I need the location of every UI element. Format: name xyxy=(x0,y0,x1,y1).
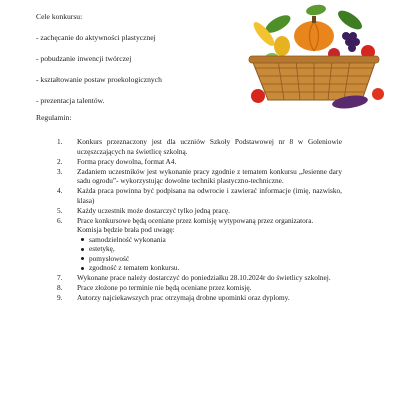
goals-section xyxy=(36,12,236,117)
criteria-item: samodzielność wykonania xyxy=(77,235,342,245)
rule-item xyxy=(57,186,342,205)
pumpkin-stem xyxy=(312,16,316,23)
goal-item: - zachęcanie do aktywności plastycznej xyxy=(36,32,156,42)
rule-text: Prace złożone po terminie nie będą oceniane przez komisję. xyxy=(77,283,252,292)
rule-text: Każdy uczestnik może dostarczyć tylko jedną pracę. xyxy=(77,205,230,215)
rule-item xyxy=(57,283,342,293)
rule-number: 7. xyxy=(57,273,63,282)
rule-text: Autorzy najciekawszych prac otrzymają drobne upominki oraz dyplomy. xyxy=(77,293,290,302)
pepper-icon xyxy=(274,36,290,56)
tomato-icon xyxy=(251,89,265,103)
basket-rim xyxy=(249,56,379,63)
rule-text: Forma pracy dowolna, format A4. xyxy=(77,156,177,166)
goal-item: - prezentacja talentów. xyxy=(36,95,105,105)
rule-number: 2. xyxy=(57,156,63,166)
criteria-list xyxy=(77,235,342,273)
rule-number: 3. xyxy=(57,166,63,176)
rule-item xyxy=(57,216,342,273)
rule-number: 6. xyxy=(57,215,63,225)
goals-list xyxy=(36,33,236,107)
rule-text: Wykonane prace należy dostarczyć do poniedziałku 28.10.2024r do świetlicy szkolnej. xyxy=(77,273,331,282)
grapes-icon xyxy=(342,32,360,52)
rule-text: Prace konkursowe będą oceniane przez komisję wytypowaną przez organizatora. xyxy=(77,215,314,225)
pumpkin-icon xyxy=(294,21,334,51)
rule-text: Każda praca powinna być podpisana na odwrocie i zawierać informacje (imię, nazwisko, klasa) xyxy=(77,186,342,205)
rule-item xyxy=(57,273,342,283)
rules-heading: Regulamin: xyxy=(36,113,72,122)
rules-list xyxy=(57,137,342,303)
rule-item xyxy=(57,157,342,167)
rule-text: Zadaniem uczestników jest wykonanie pracy zgodnie z tematem konkursu „Jesienne dary sadu ogrodu”- wykorzystując dowolne techniki plastyczno-techniczne. xyxy=(77,166,342,185)
rule-text: Konkurs przeznaczony jest dla uczniów Szkoły Podstawowej nr 8 w Goleniowie uczęszczających na świetlicę szkolną. xyxy=(77,137,342,156)
rule-number: 8. xyxy=(57,283,63,292)
leaf-shape xyxy=(305,3,326,16)
vegetable-basket-illustration xyxy=(238,0,390,110)
criteria-intro: Komisja będzie brała pod uwagę: xyxy=(77,225,175,234)
criteria-item: pomysłowość xyxy=(77,254,342,264)
rule-number: 5. xyxy=(57,205,63,215)
tomato-icon xyxy=(372,88,384,100)
goals-heading: Cele konkursu: xyxy=(36,12,83,21)
criteria-item: estetykę, xyxy=(77,244,342,254)
rule-number: 4. xyxy=(57,186,63,195)
rule-item xyxy=(57,137,342,156)
criteria-item: zgodność z tematem konkursu. xyxy=(77,263,342,273)
goal-item: - kształtowanie postaw proekologicznych xyxy=(36,74,162,84)
rule-item xyxy=(57,206,342,216)
rule-number: 9. xyxy=(57,293,63,302)
goal-item: - pobudzanie inwencji twórczej xyxy=(36,53,132,63)
rule-number: 1. xyxy=(57,137,63,146)
rule-item xyxy=(57,293,342,303)
leaf-shape xyxy=(335,7,365,33)
rule-item xyxy=(57,167,342,186)
